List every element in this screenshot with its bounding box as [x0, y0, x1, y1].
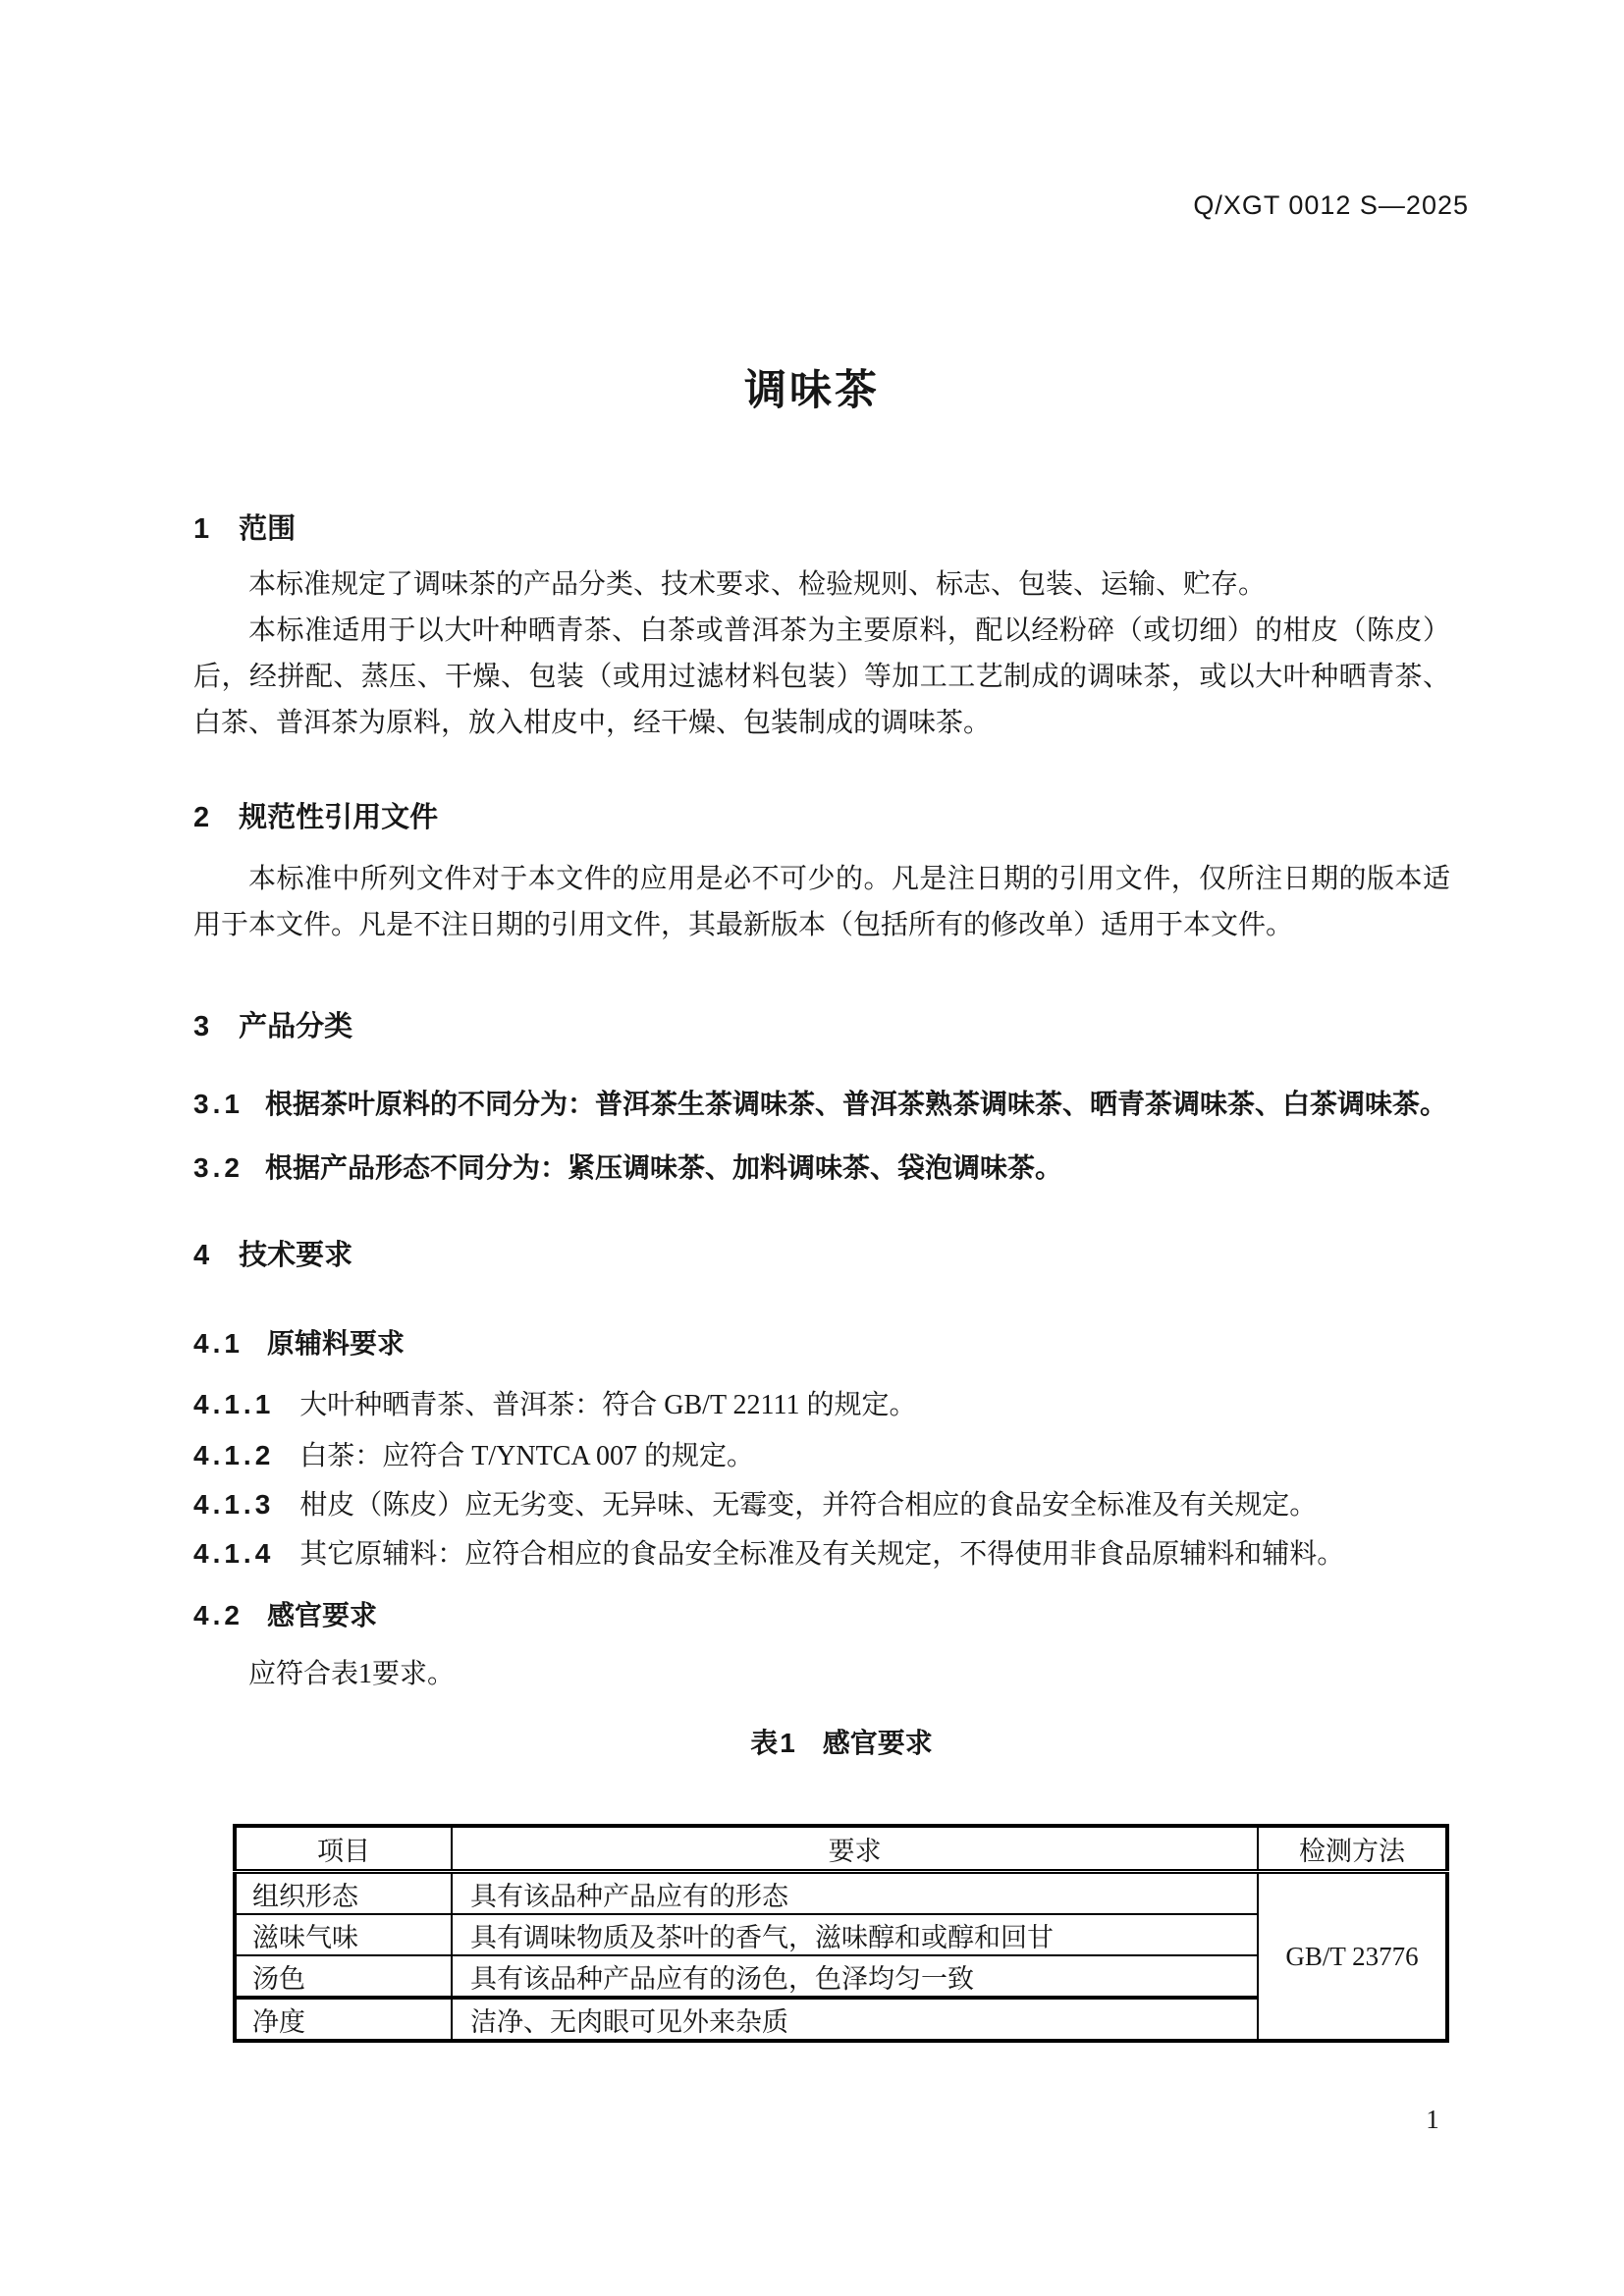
table-cell-item: 滋味气味 [235, 1914, 452, 1955]
table-header-row [235, 1826, 1447, 1872]
table-cell-method: GB/T 23776 [1258, 1872, 1447, 2042]
clause-4-1-1-number: 4.1.1 [193, 1389, 275, 1419]
document-title: 调味茶 [744, 367, 880, 414]
standard-code: Q/XGT 0012 S—2025 [1193, 190, 1469, 220]
table1-caption-number: 表1 [750, 1728, 797, 1758]
table-cell-requirement: 具有该品种产品应有的形态 [452, 1872, 1258, 1915]
clause-4-1-3 [193, 1483, 1317, 1522]
section-4-1-title: 原辅料要求 [266, 1328, 405, 1359]
clause-4-1-3-text: 柑皮（陈皮）应无劣变、无异味、无霉变，并符合相应的食品安全标准及有关规定。 [299, 1490, 1318, 1521]
clause-3-1 [193, 1083, 1447, 1122]
section-4-2-heading [193, 1594, 377, 1633]
section-3-number: 3 [193, 1011, 213, 1042]
section-1-heading [193, 507, 296, 547]
table-cell-item: 汤色 [235, 1955, 452, 1998]
clause-3-1-number: 3.1 [193, 1089, 244, 1119]
section-2-number: 2 [193, 802, 213, 833]
table-cell-requirement: 具有该品种产品应有的汤色，色泽均匀一致 [452, 1955, 1258, 1998]
section-3-heading [193, 1004, 352, 1044]
clause-4-1-3-number: 4.1.3 [193, 1489, 275, 1520]
table-cell-requirement: 洁净、无肉眼可见外来杂质 [452, 1998, 1258, 2041]
sensory-requirements-table [233, 1824, 1449, 2043]
page-number: 1 [1426, 2105, 1439, 2134]
clause-3-1-text: 根据茶叶原料的不同分为：普洱茶生茶调味茶、普洱茶熟茶调味茶、晒青茶调味茶、白茶调味茶。 [264, 1089, 1447, 1119]
section-2-title: 规范性引用文件 [239, 802, 439, 833]
clause-4-1-2 [193, 1434, 754, 1473]
table1-caption [193, 1722, 1489, 1761]
section-2-paragraph-1: 本标准中所列文件对于本文件的应用是必不可少的。凡是注日期的引用文件，仅所注日期的版本适用于本文件。凡是不注日期的引用文件，其最新版本（包括所有的修改单）适用于本文件。 [193, 864, 1450, 940]
clause-4-1-4-text: 其它原辅料：应符合相应的食品安全标准及有关规定，不得使用非食品原辅料和辅料。 [299, 1539, 1345, 1570]
clause-4-1-4-number: 4.1.4 [193, 1538, 275, 1569]
table1-caption-text: 感官要求 [822, 1728, 933, 1758]
section-4-1-heading [193, 1322, 405, 1362]
table-header-method: 检测方法 [1258, 1826, 1447, 1872]
section-4-title: 技术要求 [239, 1240, 353, 1271]
section-4-2-title: 感官要求 [266, 1600, 377, 1630]
section-4-1-number: 4.1 [193, 1328, 244, 1359]
clause-4-1-1 [193, 1383, 916, 1422]
clause-4-1-2-text: 白茶：应符合 T/YNTCA 007 的规定。 [299, 1441, 755, 1471]
section-4-2-paragraph: 应符合表1要求。 [248, 1659, 456, 1689]
section-3-title: 产品分类 [239, 1011, 353, 1042]
clause-4-1-2-number: 4.1.2 [193, 1440, 275, 1470]
clause-3-2-text: 根据产品形态不同分为：紧压调味茶、加料调味茶、袋泡调味茶。 [264, 1152, 1062, 1183]
table-header-item: 项目 [235, 1826, 452, 1872]
clause-4-1-1-text: 大叶种晒青茶、普洱茶：符合 GB/T 22111 的规定。 [299, 1390, 917, 1420]
section-1-title: 范围 [239, 513, 297, 545]
section-1-paragraph-1: 本标准规定了调味茶的产品分类、技术要求、检验规则、标志、包装、运输、贮存。 [248, 569, 1267, 600]
table-header-requirement: 要求 [452, 1826, 1258, 1872]
section-4-number: 4 [193, 1240, 213, 1271]
clause-4-1-4 [193, 1532, 1344, 1572]
section-1-number: 1 [193, 513, 213, 545]
clause-3-2 [193, 1147, 1062, 1186]
section-1-paragraph-2: 本标准适用于以大叶种晒青茶、白茶或普洱茶为主要原料，配以经粉碎（或切细）的柑皮（陈皮）后，经拼配、蒸压、干燥、包装（或用过滤材料包装）等加工工艺制成的调味茶，或以大叶种晒青茶、白茶、普洱茶为原料，放入柑皮中，经干燥、包装制成的调味茶。 [193, 615, 1450, 738]
table-cell-item: 组织形态 [235, 1872, 452, 1915]
table-row [235, 1872, 1447, 1915]
table-cell-item: 净度 [235, 1998, 452, 2041]
section-4-heading [193, 1233, 352, 1273]
section-4-2-number: 4.2 [193, 1600, 244, 1630]
section-2-heading [193, 795, 438, 835]
table-cell-requirement: 具有调味物质及茶叶的香气，滋味醇和或醇和回甘 [452, 1914, 1258, 1955]
clause-3-2-number: 3.2 [193, 1152, 244, 1183]
